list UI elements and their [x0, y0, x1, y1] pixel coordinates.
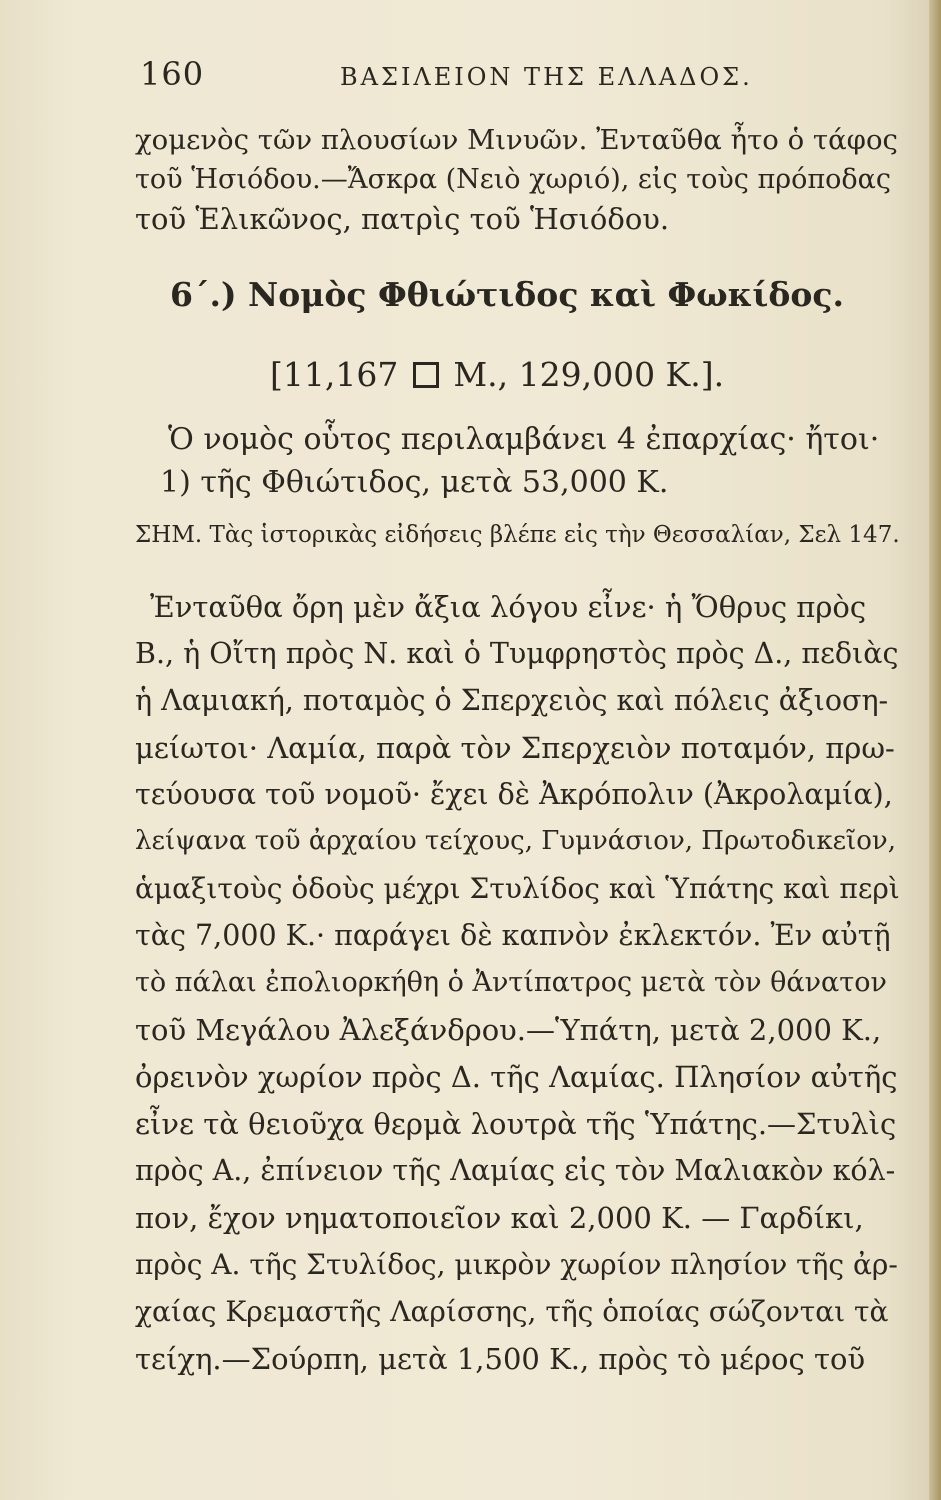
text-line: τεύουσα τοῦ νομοῦ· ἔχει δὲ Ἀκρόπολιν (Ἀκρολαμία),	[135, 778, 893, 811]
stats-population: Μ., 129,000 Κ.].	[453, 355, 725, 394]
text-line: τὸ πάλαι ἐπολιορκήθη ὁ Ἀντίπατρος μετὰ τὸν θάνατον	[135, 967, 887, 998]
stats-area: [11,167	[270, 355, 399, 394]
text-line: Β., ἡ Οἴτη πρὸς Ν. καὶ ὁ Τυμφρηστὸς πρὸς Δ., πεδιὰς	[135, 637, 899, 670]
text-line: ἡ Λαμιακή, ποταμὸς ὁ Σπερχειὸς καὶ πόλεις ἀξιοση-	[135, 684, 889, 717]
text-line: πον, ἔχον νηματοποιεῖον καὶ 2,000 Κ. — Γαρδίκι,	[135, 1201, 864, 1235]
text-line: τὰς 7,000 Κ.· παράγει δὲ καπνὸν ἐκλεκτόν. Ἐν αὐτῇ	[135, 919, 891, 952]
text-line: ἁμαξιτοὺς ὁδοὺς μέχρι Στυλίδος καὶ Ὑπάτης καὶ περὶ	[135, 872, 900, 905]
text-line: χομενὸς τῶν πλουσίων Μινυῶν. Ἐνταῦθα ἦτο ὁ τάφος	[135, 124, 898, 156]
text-line: χαίας Κρεμαστῆς Λαρίσσης, τῆς ὁποίας σώζονται τὰ	[135, 1295, 889, 1328]
text-line: τοῦ Μεγάλου Ἀλεξάνδρου.—Ὑπάτη, μετὰ 2,000 Κ.,	[135, 1013, 882, 1047]
text-line: ὀρεινὸν χωρίον πρὸς Δ. τῆς Λαμίας. Πλησίον αὐτῆς	[135, 1060, 898, 1094]
section-intro: Ὁ νομὸς οὗτος περιλαμβάνει 4 ἐπαρχίας· ἤτοι·	[168, 422, 880, 457]
text-line: τοῦ Ἡσιόδου.—Ἄσκρα (Νειὸ χωριό), εἰς τοὺς πρόποδας	[135, 164, 891, 195]
running-head: ΒΑΣΙΛΕΙΟΝ ΤΗΣ ΕΛΛΑΔΟΣ.	[340, 63, 753, 91]
square-symbol-icon	[413, 362, 439, 388]
text-line: τοῦ Ἑλικῶνος, πατρὶς τοῦ Ἡσιόδου.	[135, 202, 670, 236]
text-line: τείχη.—Σούρπη, μετὰ 1,500 Κ., πρὸς τὸ μέρος τοῦ	[135, 1342, 866, 1376]
text-line: μείωτοι· Λαμία, παρὰ τὸν Σπερχειὸν ποταμόν, πρω-	[135, 731, 895, 765]
footnote: ΣΗΜ. Τὰς ἱστορικὰς εἰδήσεις βλέπε εἰς τὴν Θεσσαλίαν, Σελ 147.	[135, 522, 900, 548]
page-number: 160	[140, 55, 205, 93]
text-line: πρὸς Α. τῆς Στυλίδος, μικρὸν χωρίον πλησίον τῆς ἀρ-	[135, 1248, 898, 1281]
section-heading: 6΄.) Νομὸς Φθιώτιδος καὶ Φωκίδος.	[170, 275, 844, 314]
section-stats	[270, 355, 724, 394]
page-edge	[929, 0, 941, 1500]
page-header	[140, 55, 880, 105]
text-line: πρὸς Α., ἐπίνειον τῆς Λαμίας εἰς τὸν Μαλιακὸν κόλ-	[135, 1154, 896, 1187]
text-line: εἶνε τὰ θειοῦχα θερμὰ λουτρὰ τῆς Ὑπάτης.—Στυλὶς	[135, 1107, 897, 1141]
text-line: λείψανα τοῦ ἀρχαίου τείχους, Γυμνάσιον, Πρωτοδικεῖον,	[135, 826, 896, 856]
section-item: 1) τῆς Φθιώτιδος, μετὰ 53,000 Κ.	[160, 465, 669, 500]
text-line: Ἐνταῦθα ὄρη μὲν ἄξια λόγου εἶνε· ἡ Ὄθρυς πρὸς	[150, 590, 867, 624]
